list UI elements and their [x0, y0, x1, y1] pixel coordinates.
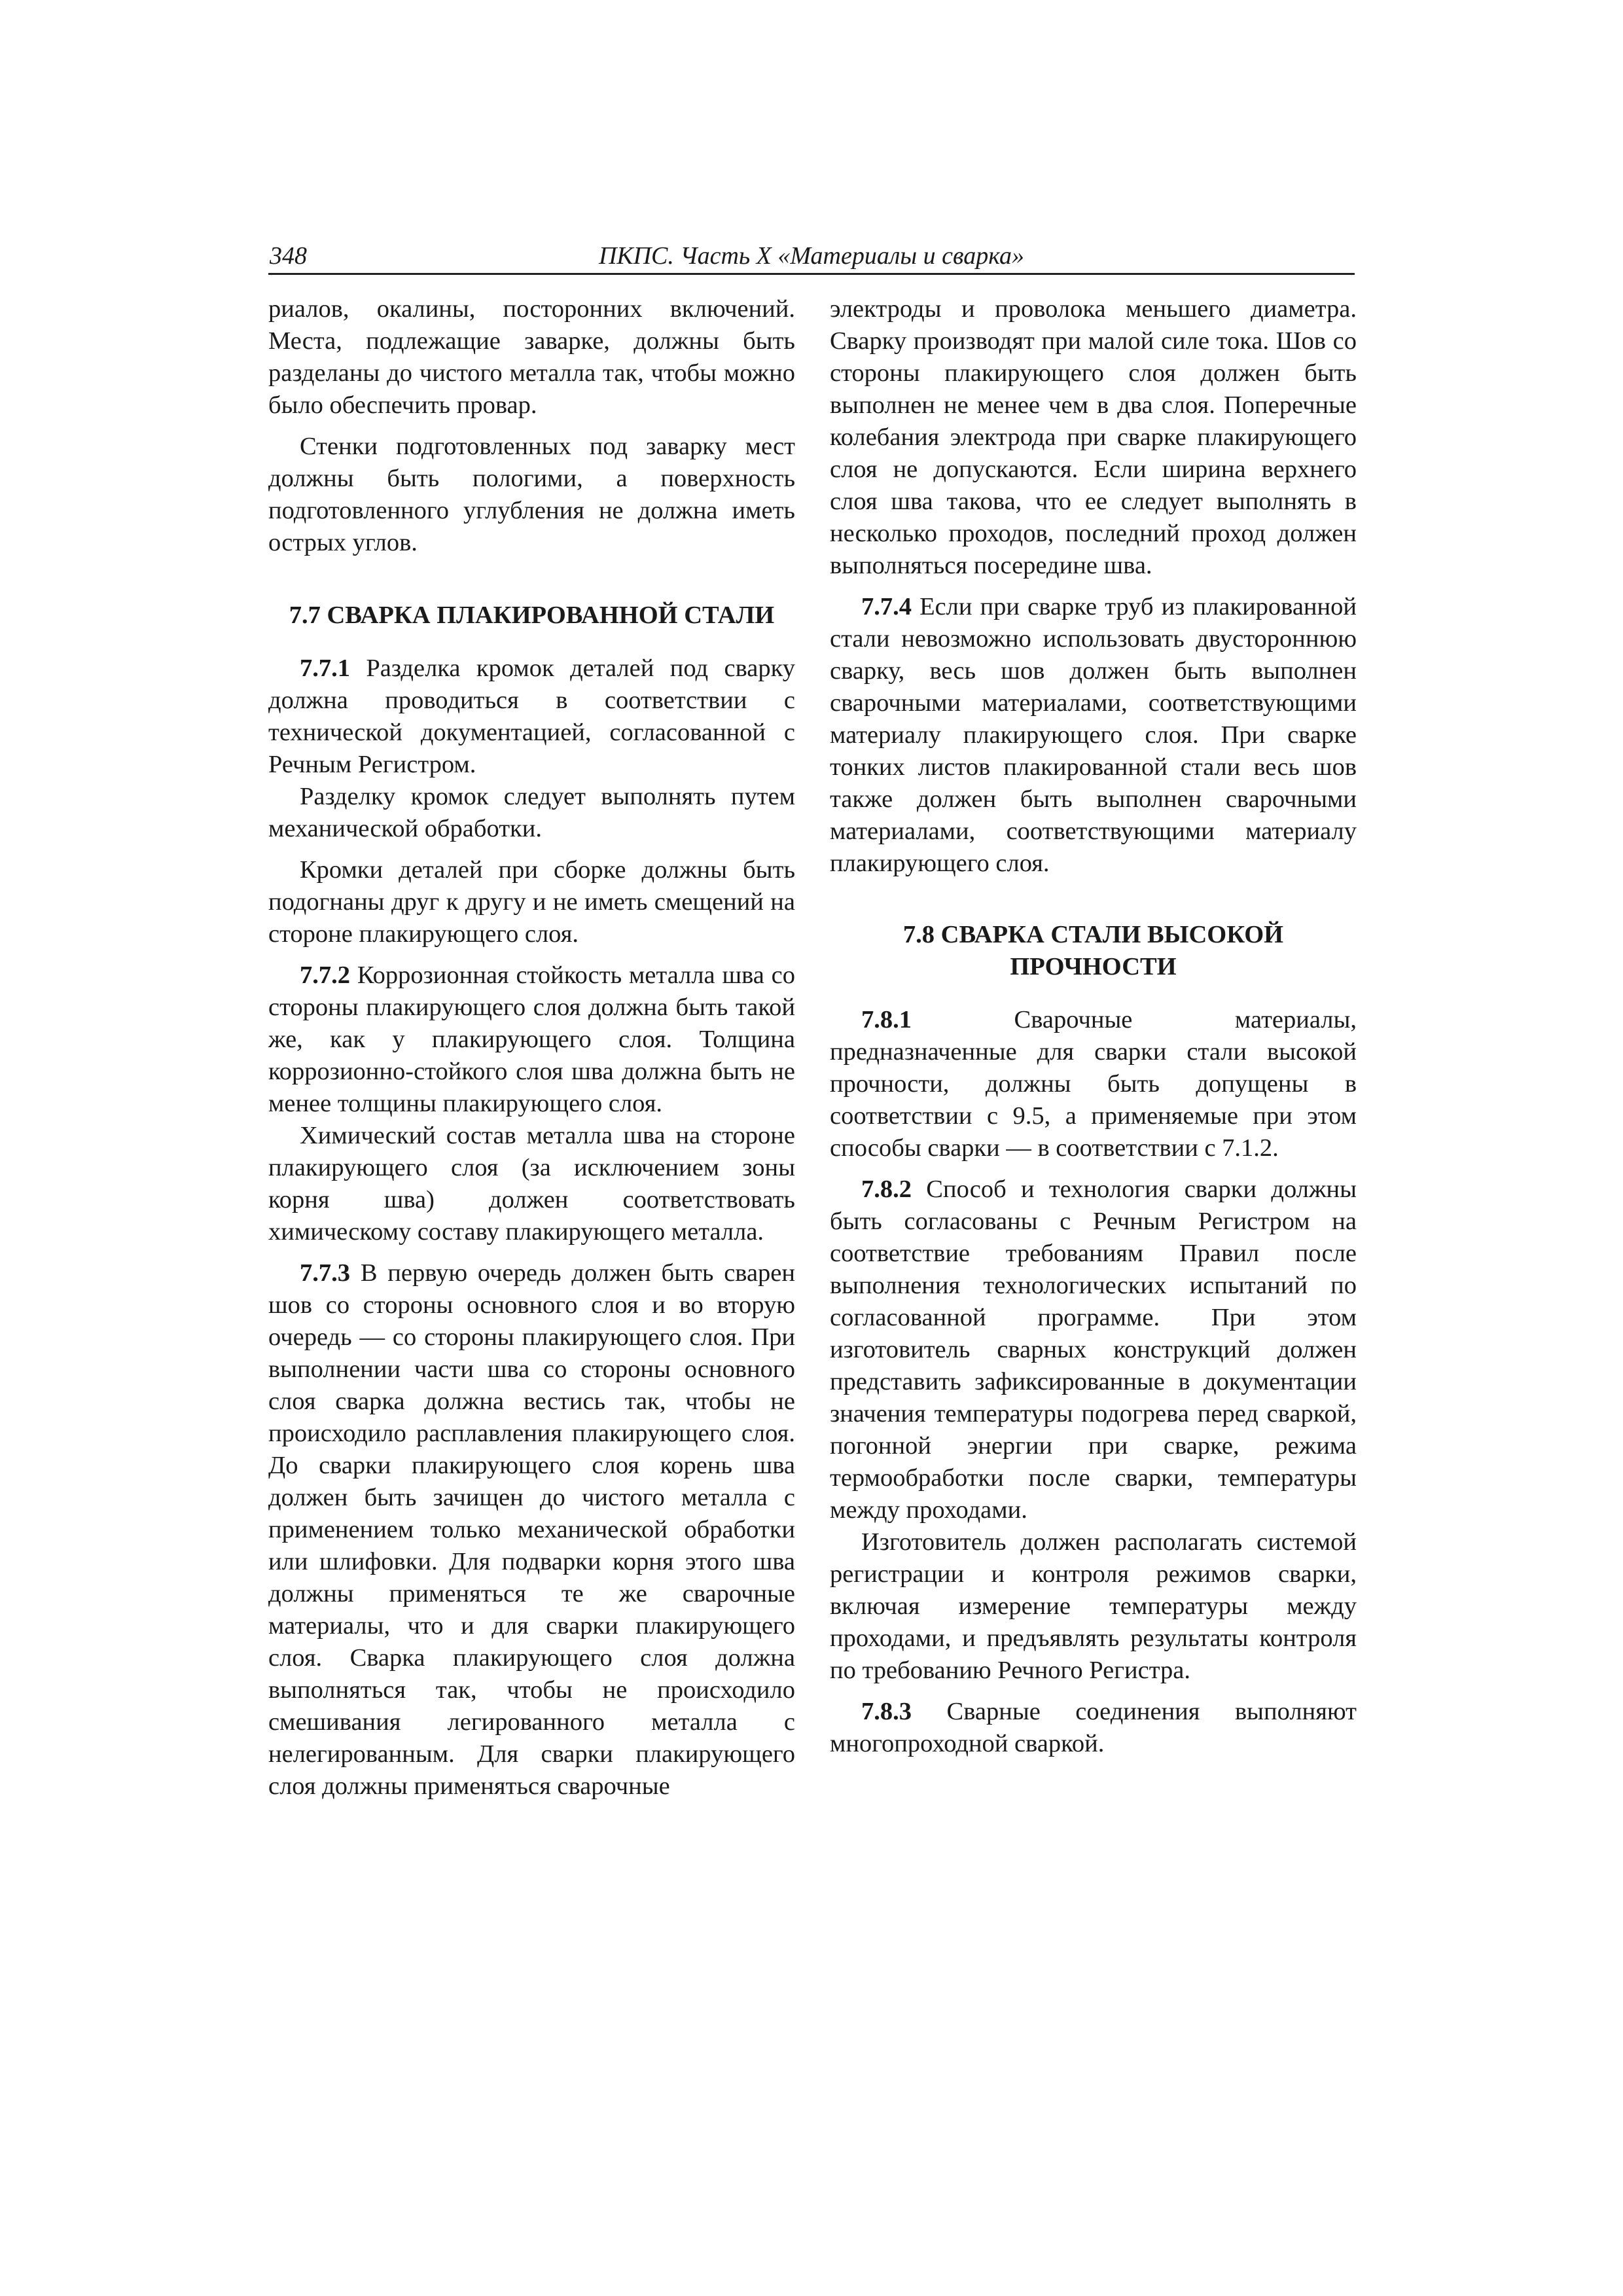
clause-text: Сварные соединения выполняют многопроходной сваркой.	[830, 1698, 1357, 1757]
clause-number: 7.7.2	[300, 961, 350, 989]
paragraph: Химический состав металла шва на стороне плакирующего слоя (за исключением зоны корня шва) должен соответствовать химическому составу плакирующего металла.	[268, 1122, 795, 1246]
paragraph: риалов, окалины, посторонних включений. Места, подлежащие заварке, должны быть разделаны до чистого металла так, чтобы можно было обеспечить провар.	[268, 295, 795, 419]
clause-number: 7.7.4	[861, 593, 912, 620]
clause-text: Если при сварке труб из плакированной стали невозможно использовать двустороннюю сварку, весь шов должен быть выполнен сварочными материалами, соответствующими материалу плакирующего слоя. При сварке тонких листов плакированной стали весь шов также должен быть выполнен сварочными материалами, соответствующими материалу плакирующего слоя.	[830, 593, 1357, 877]
paragraph: электроды и проволока меньшего диаметра. Сварку производят при малой силе тока. Шов со стороны плакирующего слоя должен быть выполнен не менее чем в два слоя. Поперечные колебания электрода при сварке плакирующего слоя не допускаются. Если ширина верхнего слоя шва такова, что ее следует выполнять в несколько проходов, последний проход должен выполняться посередине шва.	[830, 295, 1357, 579]
paragraph: Кромки деталей при сборке должны быть подогнаны друг к другу и не иметь смещений на стороне плакирующего слоя.	[268, 856, 795, 948]
paragraph: Разделку кромок следует выполнять путем механической обработки.	[268, 783, 795, 842]
section-heading-7-8: 7.8 СВАРКА СТАЛИ ВЫСОКОЙ ПРОЧНОСТИ	[902, 921, 1284, 980]
clause-text: Способ и технология сварки должны быть согласованы с Речным Регистром на соответствие требованиям Правил после выполнения технологических испытаний по согласованной программе. При этом изготовитель сварных конструкций должен представить зафиксированные в документации значения температуры подогрева перед сваркой, погонной энергии при сварке, режима термообработки после сварки, температуры между проходами.	[830, 1175, 1357, 1524]
section-heading-7-7: 7.7 СВАРКА ПЛАКИРОВАННОЙ СТАЛИ	[289, 601, 775, 629]
paragraph: Стенки подготовленных под заварку мест должны быть пологими, а поверхность подготовленного углубления не должна иметь острых углов.	[268, 433, 795, 556]
clause-7-8-1	[830, 1004, 1357, 1164]
clause-text: Коррозионная стойкость металла шва со стороны плакирующего слоя должна быть такой же, как у плакирующего слоя. Толщина коррозионно-стойкого слоя шва должна быть не менее толщины плакирующего слоя.	[268, 961, 795, 1117]
paragraph: Изготовитель должен располагать системой регистрации и контроля режимов сварки, включая измерение температуры между проходами, и предъявлять результаты контроля по требованию Речного Регистра.	[830, 1528, 1357, 1684]
clause-number: 7.8.2	[861, 1175, 912, 1203]
page-number: 348	[270, 242, 307, 270]
running-title: ПКПС. Часть X «Материалы и сварка»	[598, 242, 1025, 270]
clause-7-8-3	[830, 1696, 1357, 1760]
clause-number: 7.7.3	[300, 1259, 350, 1287]
clause-7-7-1	[268, 653, 795, 781]
right-column	[830, 293, 1357, 1769]
clause-text: Разделка кромок деталей под сварку должна проводиться в соответствии с технической документацией, согласованной с Речным Регистром.	[268, 655, 795, 778]
clause-7-8-2	[830, 1174, 1357, 1526]
clause-text: В первую очередь должен быть сварен шов со стороны основного слоя и во вторую очередь — со стороны плакирующего слоя. При выполнении части шва со стороны основного слоя сварка должна вестись так, чтобы не происходило расплавления плакирующего слоя. До сварки плакирующего слоя корень шва должен быть зачищен до чистого металла с применением только механической обработки или шлифовки. Для подварки корня этого шва должны применяться те же сварочные материалы, что и для сварки плакирующего слоя. Сварка плакирующего слоя должна выполняться так, чтобы не происходило смешивания легированного металла с нелегированным. Для сварки плакирующего слоя должны применяться сварочные	[268, 1259, 795, 1800]
clause-number: 7.7.1	[300, 655, 350, 682]
page-header	[268, 239, 1355, 275]
left-column	[268, 293, 795, 1812]
clause-7-7-3	[268, 1257, 795, 1803]
clause-7-7-2	[268, 960, 795, 1120]
clause-text: Сварочные материалы, предназначенные для сварки стали высокой прочности, должны быть допущены в соответствии с 9.5, а применяемые при этом способы сварки — в соответствии с 7.1.2.	[830, 1006, 1357, 1162]
clause-number: 7.8.3	[861, 1698, 912, 1725]
clause-number: 7.8.1	[861, 1006, 912, 1033]
clause-7-7-4	[830, 591, 1357, 880]
